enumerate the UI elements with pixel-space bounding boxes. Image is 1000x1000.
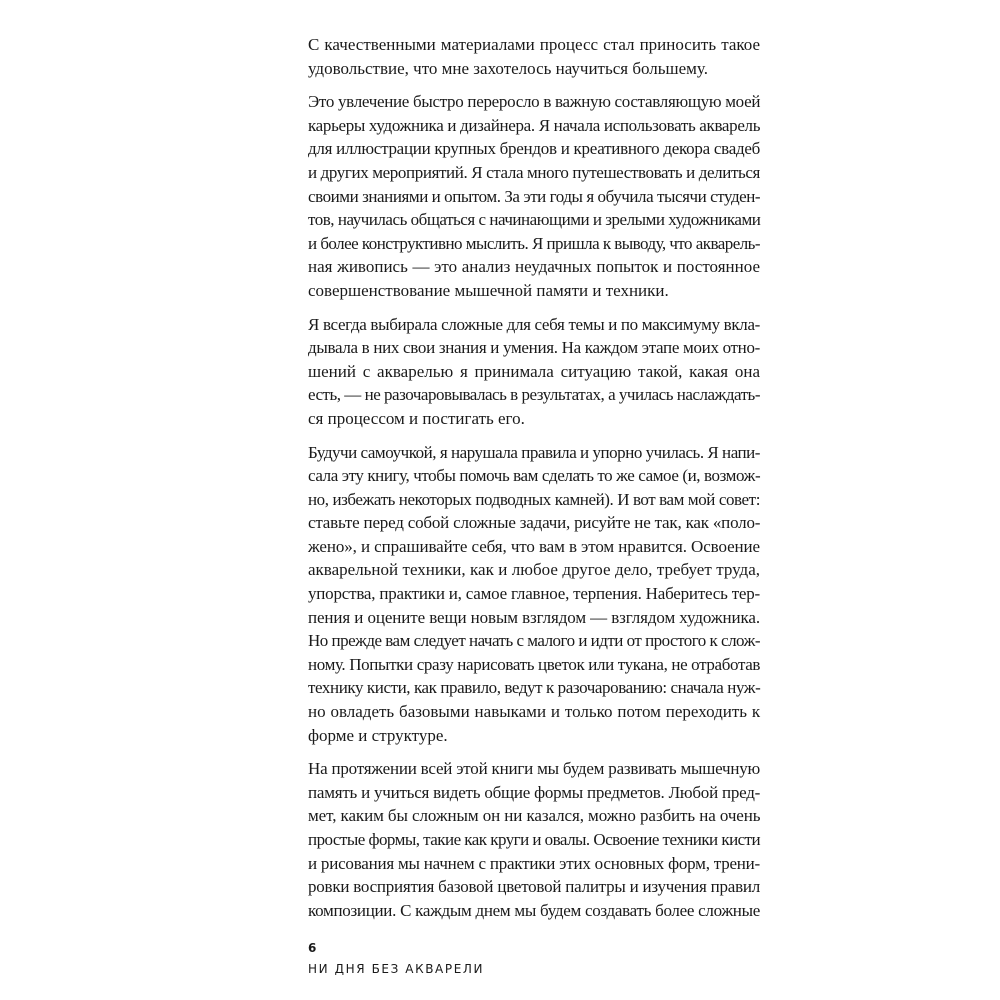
text-line: ному. Попытки сразу нарисовать цветок или тукана, не отработав <box>308 654 761 674</box>
text-line: простые формы, такие как круги и овалы. Освоение техники кисти <box>308 830 761 849</box>
text-line: ся процессом и постигать его. <box>308 408 525 428</box>
text-line: память и учиться видеть общие формы предметов. Любой пред- <box>308 782 761 802</box>
paragraph-1 <box>308 33 760 80</box>
text-line: ставьте перед собой сложные задачи, рисуйте не так, как «поло- <box>308 513 761 533</box>
text-line: технику кисти, как правило, ведут к разочарованию: сначала нуж- <box>308 678 761 698</box>
text-line: сала эту книгу, чтобы помочь вам сделать то же самое (и, возмож- <box>308 466 761 486</box>
running-title: НИ ДНЯ БЕЗ АКВАРЕЛИ <box>308 962 485 976</box>
page-footer <box>308 940 484 978</box>
text-line: дывала в них свои знания и умения. На каждом этапе моих отно- <box>308 338 760 358</box>
page-number: 6 <box>308 941 317 955</box>
text-line: и рисования мы начнем с практики этих основных форм, трени- <box>308 853 760 873</box>
text-line: удовольствие, что мне захотелось научиться большему. <box>308 58 708 78</box>
paragraph-2 <box>308 90 760 302</box>
text-line: пения и оцените вещи новым взглядом — взглядом художника. <box>308 607 760 627</box>
text-line: акварельной техники, как и любое другое дело, требует труда, <box>308 560 760 580</box>
text-line: шений с акварелью я принимала ситуацию такой, какая она <box>308 361 760 381</box>
text-line: карьеры художника и дизайнера. Я начала использовать акварель <box>308 115 761 135</box>
text-line: композиции. С каждым днем мы будем создавать более сложные <box>308 900 760 920</box>
text-line: есть, — не разочаровывалась в результатах, а училась наслаждать- <box>308 385 760 405</box>
text-line: и более конструктивно мыслить. Я пришла к выводу, что акварель- <box>308 233 760 253</box>
text-line: и других мероприятий. Я стала много путешествовать и делиться <box>308 162 760 182</box>
paragraph-3 <box>308 313 760 431</box>
text-line: совершенствование мышечной памяти и техники. <box>308 280 669 300</box>
text-line: но, избежать некоторых подводных камней). И вот вам мой совет: <box>308 489 760 509</box>
paragraph-4 <box>308 441 760 748</box>
body-text <box>308 33 760 932</box>
text-line: Я всегда выбирала сложные для себя темы и по максимуму вкла- <box>308 314 760 334</box>
text-line: С качественными материалами процесс стал приносить такое <box>308 35 761 54</box>
text-line: своими знаниями и опытом. За эти годы я обучила тысячи студен- <box>308 186 761 206</box>
text-line: На протяжении всей этой книги мы будем развивать мышечную <box>308 759 760 779</box>
text-line: для иллюстрации крупных брендов и креативного декора свадеб <box>308 139 760 159</box>
text-line: тов, научилась общаться с начинающими и зрелыми художниками <box>308 210 761 230</box>
text-line: упорства, практики и, самое главное, терпения. Наберитесь тер- <box>308 584 761 604</box>
text-line: Будучи самоучкой, я нарушала правила и упорно училась. Я напи- <box>308 442 760 462</box>
text-line: мет, каким бы сложным он ни казался, можно разбить на очень <box>308 806 761 826</box>
text-line: жено», и спрашивайте себя, что вам в этом нравится. Освоение <box>308 536 760 556</box>
text-line: ровки восприятия базовой цветовой палитры и изучения правил <box>308 877 760 897</box>
text-line: ная живопись — это анализ неудачных попыток и постоянное <box>308 257 760 277</box>
text-line: форме и структуре. <box>308 725 448 745</box>
text-line: Это увлечение быстро переросло в важную составляющую моей <box>308 92 761 112</box>
text-line: Но прежде вам следует начать с малого и идти от простого к слож- <box>308 631 760 651</box>
text-line: но овладеть базовыми навыками и только потом переходить к <box>308 702 761 722</box>
paragraph-5 <box>308 757 760 922</box>
